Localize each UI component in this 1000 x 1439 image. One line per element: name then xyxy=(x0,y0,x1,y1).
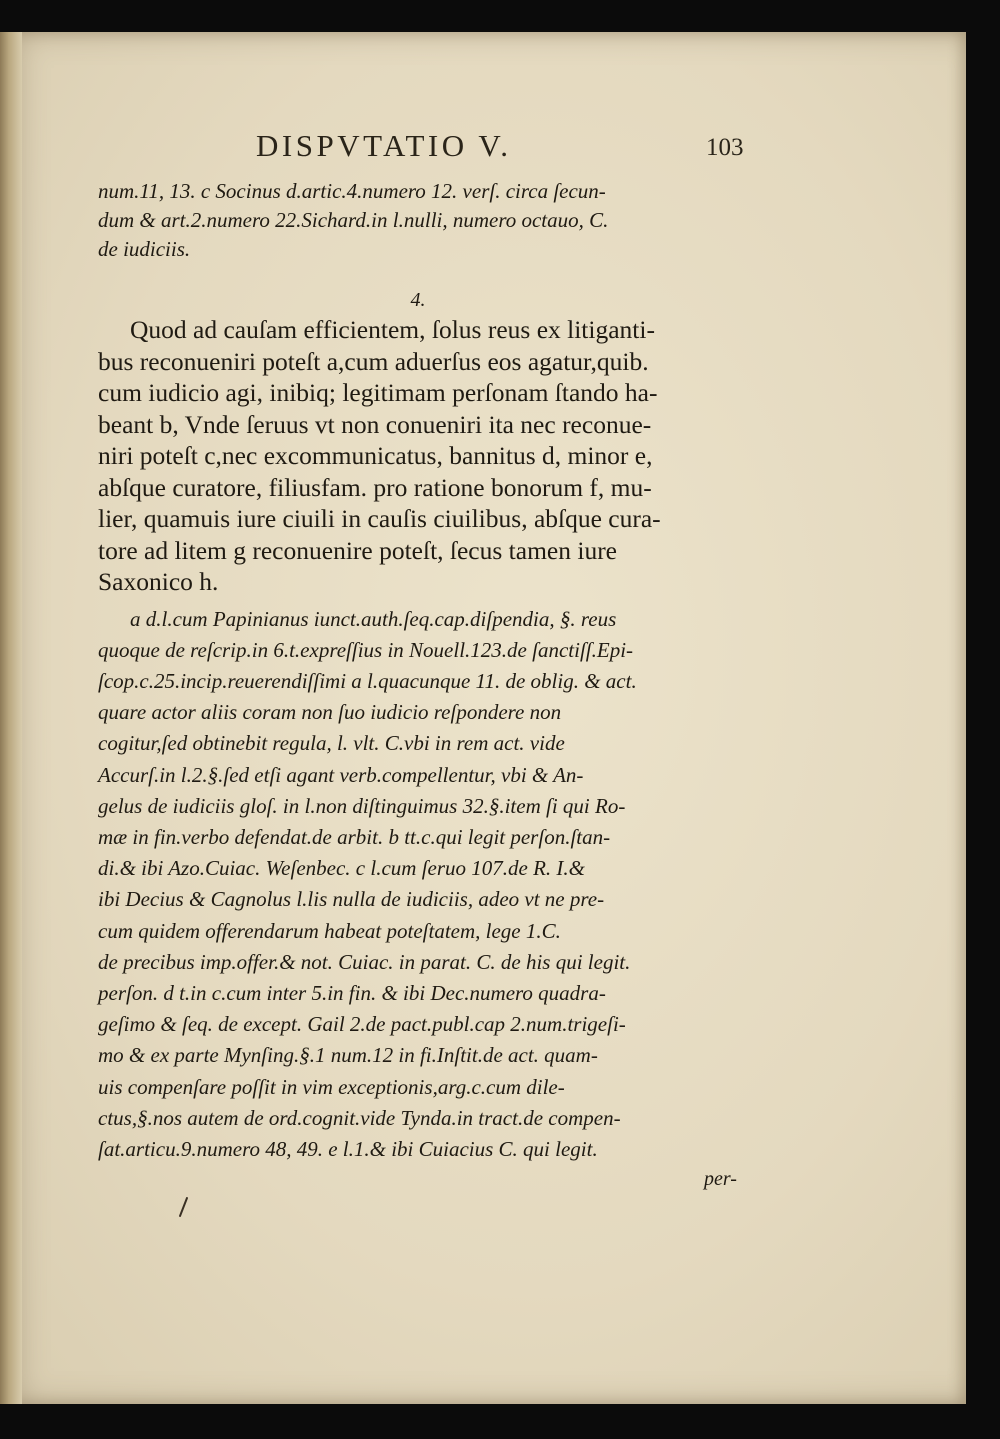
body-line: tore ad litem g reconuenire poteſt, ſecus tamen iure xyxy=(98,535,618,565)
footnotes xyxy=(98,604,770,1166)
footnote-line: uis compenſare poſſit in vim exceptionis,arg.c.cum dile- xyxy=(98,1074,565,1099)
body-paragraph xyxy=(98,314,770,598)
footnote-line: cum quidem offerendarum habeat poteſtatem, lege 1.C. xyxy=(98,918,561,943)
footnote-line: geſimo & ſeq. de except. Gail 2.de pact.publ.cap 2.num.trigeſi- xyxy=(98,1012,626,1037)
footnote-line: quoque de reſcrip.in 6.t.expreſſius in Nouell.123.de ſanctiſſ.Epi- xyxy=(98,637,634,662)
note-line: num.11, 13. c Socinus d.artic.4.numero 12. verſ. circa ſecun- xyxy=(98,179,606,203)
footnote-line: di.& ibi Azo.Cuiac. Weſenbec. c l.cum ſeruo 107.de R. I.& xyxy=(98,856,585,881)
body-line: abſque curatore, filiusfam. pro ratione bonorum f, mu- xyxy=(98,472,652,502)
footnote-line: ibi Decius & Cagnolus l.lis nulla de iudiciis, adeo vt ne pre- xyxy=(98,887,605,912)
body-line: beant b, Vnde ſeruus vt non conueniri ita nec reconue- xyxy=(98,409,652,439)
footnote-line: gelus de iudiciis gloſ. in l.non diſtinguimus 32.§.item ſi qui Ro- xyxy=(98,793,626,818)
footnote-line: de precibus imp.offer.& not. Cuiac. in parat. C. de his qui legit. xyxy=(98,949,631,974)
body-line: bus reconueniri poteſt a,cum aduerſus eos agatur,quib. xyxy=(98,346,649,376)
footnote-line: ſat.articu.9.numero 48, 49. e l.1.& ibi Cuiacius C. qui legit. xyxy=(98,1136,598,1161)
footnote-line: quare actor aliis coram non ſuo iudicio reſpondere non xyxy=(98,700,562,725)
scan-background-edge xyxy=(966,32,1000,1404)
page-gutter-shadow xyxy=(0,32,22,1404)
body-line: niri poteſt c,nec excommunicatus, bannitus d, minor e, xyxy=(98,441,653,470)
page-header xyxy=(0,128,966,168)
running-head: DISPVTATIO V. xyxy=(256,128,512,163)
note-continuation xyxy=(98,177,770,264)
page-number: 103 xyxy=(706,134,744,161)
book-page xyxy=(0,32,966,1404)
footnote-line: cogitur,ſed obtinebit regula, l. vlt. C.vbi in rem act. vide xyxy=(98,731,565,756)
footnote-line: mo & ex parte Mynſing.§.1 num.12 in fi.Inſtit.de act. quam- xyxy=(98,1043,598,1068)
body-line: lier, quamuis iure ciuili in cauſis ciuilibus, abſque cura- xyxy=(98,504,661,533)
text-block xyxy=(98,177,770,1165)
body-line: Quod ad cauſam efficientem, ſolus reus ex litiganti- xyxy=(130,315,655,344)
footnote-line: a d.l.cum Papinianus iunct.auth.ſeq.cap.diſpendia, §. reus xyxy=(130,606,617,631)
body-line: Saxonico h. xyxy=(98,567,219,596)
section-number: 4. xyxy=(410,289,426,311)
footnote-line: ſcop.c.25.incip.reuerendiſſimi a l.quacunque 11. de oblig. & act. xyxy=(98,668,637,693)
ink-mark xyxy=(176,1196,190,1218)
footnote-line: Accurſ.in l.2.§.ſed etſi agant verb.compellentur, vbi & An- xyxy=(98,762,584,787)
note-line: dum & art.2.numero 22.Sichard.in l.nulli, numero octauo, C. xyxy=(98,208,609,232)
note-line: de iudiciis. xyxy=(98,237,191,261)
body-line: cum iudicio agi, inibiq; legitimam perſonam ſtando ha- xyxy=(98,378,658,407)
catchword: per- xyxy=(704,1168,737,1190)
footnote-line: ctus,§.nos autem de ord.cognit.vide Tynda.in tract.de compen- xyxy=(98,1105,621,1130)
footnote-line: mæ in fin.verbo defendat.de arbit. b tt.c.qui legit perſon.ſtan- xyxy=(98,824,611,849)
footnote-line: perſon. d t.in c.cum inter 5.in fin. & ibi Dec.numero quadra- xyxy=(98,980,606,1005)
